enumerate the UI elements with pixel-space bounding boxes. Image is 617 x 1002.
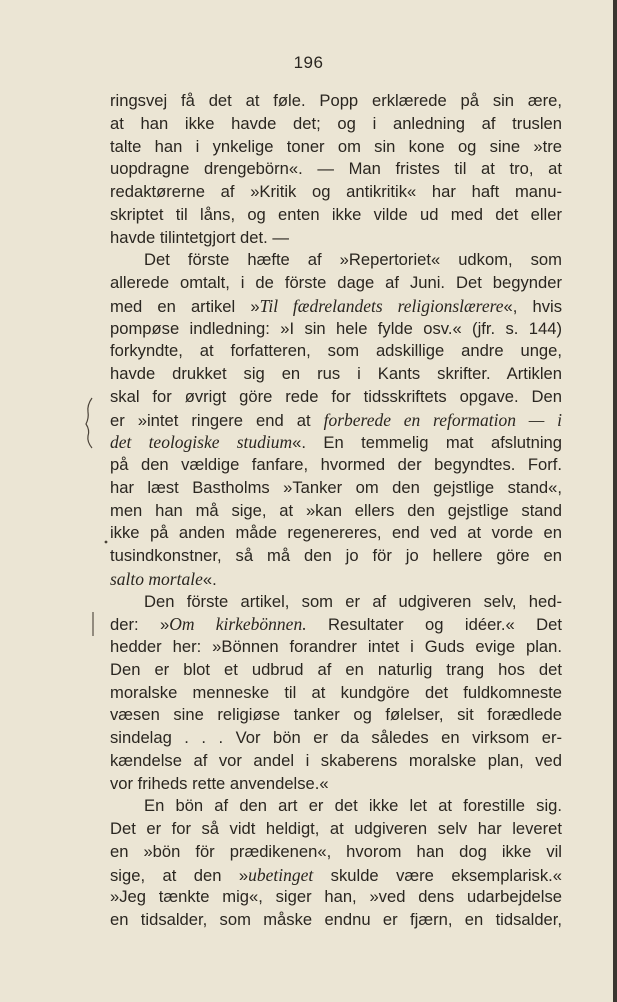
text-line: [110, 818, 562, 841]
text-segment: »Jeg tænkte mig«, siger han, »ved dens udarbejdelse: [110, 887, 562, 907]
text-line: [110, 682, 562, 705]
text-segment: «.: [202, 569, 217, 589]
text-segment: Den förste artikel, som er af udgiveren selv, hed-: [144, 591, 562, 611]
text-segment: havde tilintetgjort det. —: [110, 227, 289, 247]
text-line: [110, 727, 562, 750]
text-line: [110, 841, 562, 864]
page-number: 196: [293, 53, 324, 72]
text-line: [110, 704, 562, 727]
text-line: [110, 386, 562, 409]
text-segment: Den er blot et udbrud af en naturlig trang hos det: [110, 659, 562, 679]
text-line: [110, 886, 562, 909]
text-segment: «, hvis: [503, 296, 562, 316]
text-segment: allerede omtalt, i de förste dage af Juni. Det begynder: [110, 273, 562, 292]
text-line: [110, 750, 562, 773]
text-line: [110, 545, 562, 568]
text-line: [110, 158, 562, 181]
margin-dot-mark: [105, 541, 108, 544]
text-line: [110, 181, 562, 204]
text-line: [110, 318, 562, 341]
text-segment: redaktørerne af »Kritik og antikritik« har haft manu-: [110, 182, 562, 201]
text-segment: «. En temmelig mat afslutning: [292, 433, 562, 453]
italic-segment: Til fædrelandets religionslærere: [259, 295, 504, 316]
text-line: [110, 613, 562, 636]
text-segment: ringsvej få det at føle. Popp erklærede på sin ære,: [110, 91, 562, 110]
italic-segment: ubetinget: [248, 864, 314, 885]
text-line: [110, 864, 562, 887]
text-segment: med en artikel »: [110, 296, 260, 316]
italic-segment: forberede en reformation — i: [323, 409, 562, 430]
text-line: [110, 773, 562, 796]
text-segment: tusindkonstner, så må den jo för jo hellere göre en: [110, 546, 562, 565]
text-line: [110, 363, 562, 386]
text-line: [110, 500, 562, 523]
text-segment: pompøse indledning: »I sin hele fylde osv.« (jfr. s. 144): [110, 318, 562, 338]
text-segment: væsen sine religiøse tanker og følelser, sit forædlede: [110, 705, 562, 725]
text-segment: moralske menneske til at kundgöre det fuldkomneste: [110, 682, 562, 702]
italic-segment: salto mortale: [110, 568, 203, 589]
text-line: [110, 568, 562, 591]
text-line: [110, 249, 562, 272]
text-segment: talte han i ynkelige toner om sin kone og sine »tre: [110, 136, 562, 156]
text-segment: har læst Bastholms »Tanker om den gejstlige stand«,: [110, 477, 562, 497]
page-edge-shadow: [613, 0, 617, 1002]
text-segment: skulde være eksemplarisk.«: [313, 865, 562, 885]
text-segment: er »intet ringere end at: [110, 410, 324, 430]
italic-segment: Om kirkebönnen.: [169, 614, 307, 635]
text-line: [110, 454, 562, 477]
text-line: [110, 909, 562, 932]
text-segment: en »bön för prædikenen«, hvorom han dog ikke vil: [110, 841, 562, 861]
text-line: [110, 227, 562, 250]
text-segment: Resultater og idéer.« Det: [306, 615, 562, 635]
text-line: [110, 591, 562, 614]
text-segment: uopdragne drengebörn«. — Man fristes til at tro, at: [110, 159, 562, 179]
text-line: [110, 90, 562, 113]
body-text: [110, 90, 562, 932]
text-segment: en tidsalder, som måske endnu er fjærn, en tidsalder,: [110, 910, 562, 929]
text-line: [110, 295, 562, 318]
text-segment: at han ikke havde det; og i anledning af truslen: [110, 113, 562, 133]
text-line: [110, 522, 562, 545]
text-segment: på den vældige fanfare, hvormed der begyndtes. Forf.: [110, 455, 562, 474]
text-segment: ikke på anden måde regenereres, end ved at vorde en: [110, 523, 562, 543]
text-segment: Det er for så vidt heldigt, at udgiveren selv har leveret: [110, 819, 562, 838]
text-line: [110, 204, 562, 227]
text-line: [110, 431, 562, 454]
text-segment: der: »: [110, 615, 170, 635]
italic-segment: det teologiske studium: [110, 432, 293, 453]
text-segment: sige, at den »: [110, 865, 249, 885]
text-line: [110, 136, 562, 159]
text-segment: Det förste hæfte af »Repertoriet« udkom, som: [144, 250, 562, 270]
text-line: [110, 113, 562, 136]
margin-bracket-mark: [86, 398, 92, 448]
text-segment: vor friheds rette anvendelse.«: [110, 773, 329, 793]
text-segment: En bön af den art er det ikke let at forestille sig.: [144, 796, 562, 816]
text-line: [110, 272, 562, 295]
text-segment: sindelag . . . Vor bön er da således en virksom er-: [110, 728, 562, 747]
text-segment: skal for øvrigt göre rede for tidsskriftets opgave. Den: [110, 386, 562, 406]
text-segment: men han må sige, at »kan ellers den gejstlige stand: [110, 500, 562, 520]
text-line: [110, 340, 562, 363]
text-line: [110, 795, 562, 818]
text-line: [110, 409, 562, 432]
text-segment: skriptet til låns, og enten ikke vilde ud med det eller: [110, 204, 562, 224]
text-segment: kændelse af vor andel i skaberens moralske plan, ved: [110, 750, 562, 770]
text-segment: havde drukket sig en rus i Kants skrifter. Artiklen: [110, 364, 562, 383]
text-segment: hedder her: »Bönnen forandrer intet i Guds evige plan.: [110, 637, 562, 656]
text-line: [110, 477, 562, 500]
text-line: [110, 636, 562, 659]
text-line: [110, 659, 562, 682]
text-segment: forkyndte, at forfatteren, som adskillige andre unge,: [110, 341, 562, 361]
